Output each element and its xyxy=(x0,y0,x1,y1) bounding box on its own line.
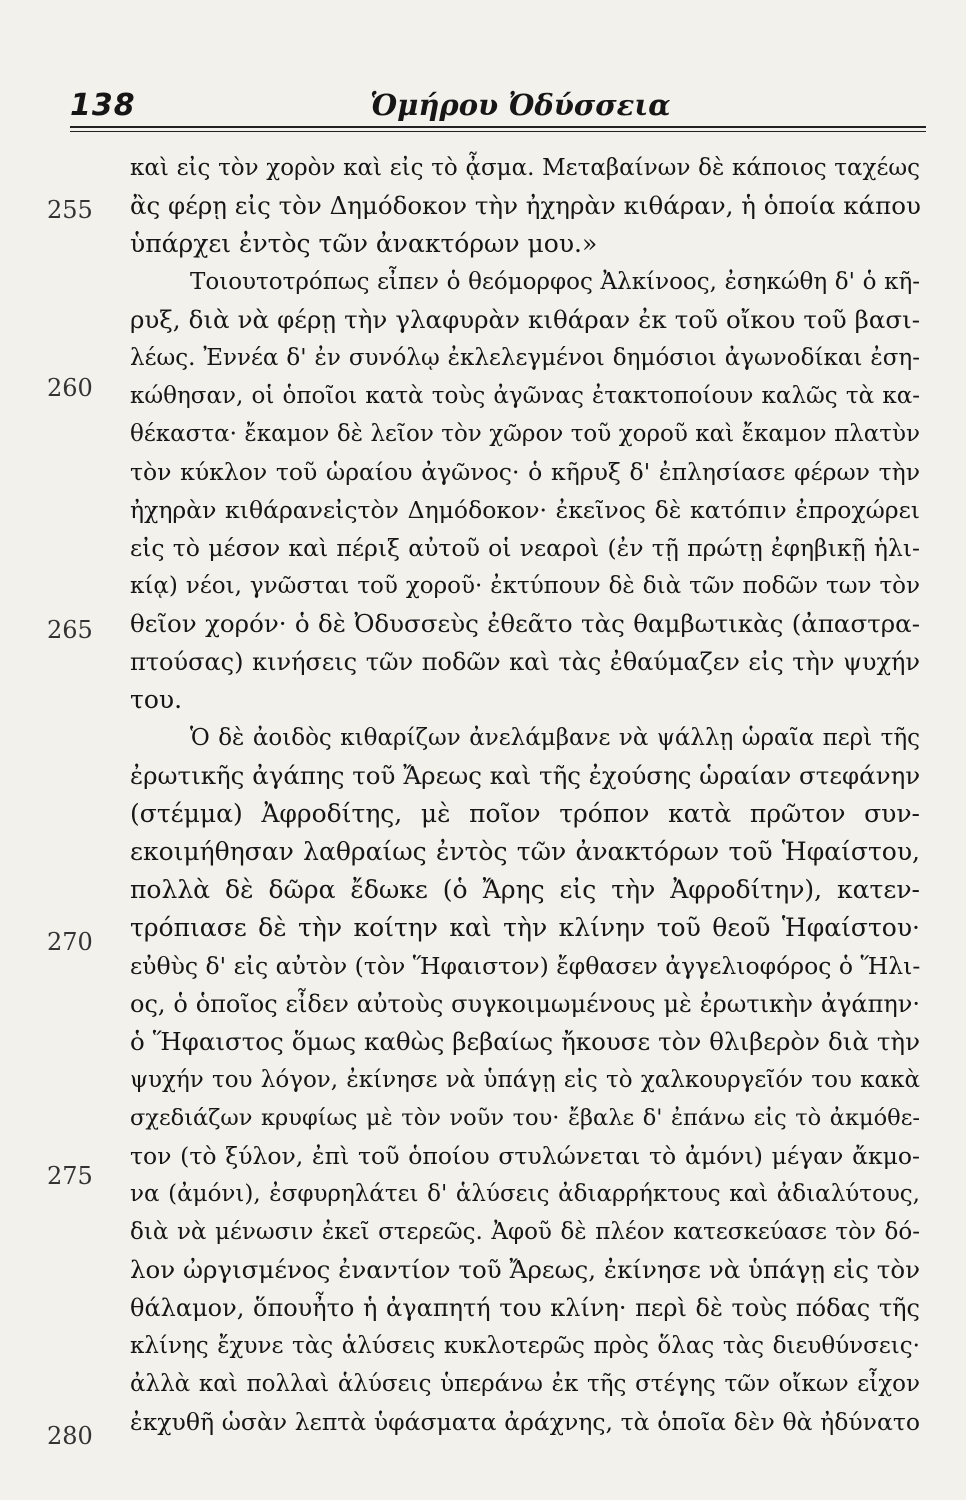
text-line: ὁ Ἥφαιστος ὅμως καθὼς βεβαίως ἤκουσε τὸν θλιβερὸν διὰ τὴν xyxy=(130,1027,920,1056)
text-line: ρυξ, διὰ νὰ φέρῃ τὴν γλαφυρὰν κιθάραν ἐκ τοῦ οἴκου τοῦ βασι- xyxy=(130,305,920,334)
header-rule xyxy=(70,126,926,128)
page-number: 138 xyxy=(70,88,136,123)
header-rule-thin xyxy=(70,131,926,132)
text-line: λέως. Ἐννέα δ' ἐν συνόλῳ ἐκλελεγμένοι δημόσιοι ἀγωνοδίκαι ἐση- xyxy=(130,345,920,371)
text-line: θέκαστα· ἔκαμον δὲ λεῖον τὸν χῶρον τοῦ χοροῦ καὶ ἔκαμον πλατὺν xyxy=(130,421,920,447)
line-number: 270 xyxy=(47,928,93,956)
text-line: τον (τὸ ξύλον, ἐπὶ τοῦ ὁποίου στυλώνεται τὸ ἀμόνι) μέγαν ἄκμο- xyxy=(130,1142,920,1170)
text-line: καὶ εἰς τὸν χορὸν καὶ εἰς τὸ ᾆσμα. Μεταβαίνων δὲ κάποιος ταχέως xyxy=(130,155,920,181)
running-title: Ὁμήρου Ὀδύσσεια xyxy=(370,88,671,122)
text-line: (στέμμα) Ἀφροδίτης, μὲ ποῖον τρόπον κατὰ πρῶτον συν- xyxy=(130,799,920,828)
text-line: τρόπιασε δὲ τὴν κοίτην καὶ τὴν κλίνην τοῦ θεοῦ Ἡφαίστου· xyxy=(130,913,920,942)
text-line: εκοιμήθησαν λαθραίως ἐντὸς τῶν ἀνακτόρων τοῦ Ἡφαίστου, xyxy=(130,837,920,866)
text-line: τὸν κύκλον τοῦ ὡραίου ἀγῶνος· ὁ κῆρυξ δ' ἐπλησίασε φέρων τὴν xyxy=(130,458,920,486)
text-line: θάλαμον, ὅπουἦτο ἡ ἀγαπητή του κλίνη· περὶ δὲ τοὺς πόδας τῆς xyxy=(130,1294,920,1322)
line-number: 280 xyxy=(47,1422,93,1450)
text-line: εὐθὺς δ' εἰς αὐτὸν (τὸν Ἥφαιστον) ἔφθασεν ἀγγελιοφόρος ὁ Ἥλι- xyxy=(130,952,921,980)
text-line: ἂς φέρῃ εἰς τὸν Δημόδοκον τὴν ἠχηρὰν κιθάραν, ἡ ὁποία κάπου xyxy=(130,191,921,220)
line-number: 260 xyxy=(47,374,93,402)
text-line: εἰς τὸ μέσον καὶ πέριξ αὐτοῦ οἱ νεαροὶ (ἐν τῇ πρώτῃ ἐφηβικῇ ἡλι- xyxy=(130,534,920,562)
text-line: κλίνης ἔχυνε τὰς ἁλύσεις κυκλοτερῶς πρὸς ὅλας τὰς διευθύνσεις· xyxy=(130,1333,920,1359)
text-line: θεῖον χορόν· ὁ δὲ Ὀδυσσεὺς ἐθεᾶτο τὰς θαμβωτικὰς (ἀπαστρα- xyxy=(130,609,920,638)
text-line: λον ὠργισμένος ἐναντίον τοῦ Ἄρεως, ἐκίνησε νὰ ὑπάγῃ εἰς τὸν xyxy=(130,1255,920,1284)
text-line: να (ἀμόνι), ἐσφυρηλάτει δ' ἁλύσεις ἀδιαρρήκτους καὶ ἀδιαλύτους, xyxy=(130,1181,920,1207)
text-line: διὰ νὰ μένωσιν ἐκεῖ στερεῶς. Ἀφοῦ δὲ πλέον κατεσκεύασε τὸν δό- xyxy=(130,1219,920,1245)
text-line: Τοιουτοτρόπως εἶπεν ὁ θεόμορφος Ἀλκίνοος, ἐσηκώθη δ' ὁ κῆ- xyxy=(190,269,920,295)
text-line: κίᾳ) νέοι, γνῶσται τοῦ χοροῦ· ἐκτύπουν δὲ διὰ τῶν ποδῶν των τὸν xyxy=(130,573,920,599)
text-line: ψυχήν του λόγον, ἐκίνησε νὰ ὑπάγῃ εἰς τὸ χαλκουργεῖόν του κακὰ xyxy=(130,1067,920,1093)
page-header xyxy=(70,88,920,128)
line-number: 255 xyxy=(47,196,93,224)
text-line: πολλὰ δὲ δῶρα ἔδωκε (ὁ Ἄρης εἰς τὴν Ἀφροδίτην), κατεν- xyxy=(130,875,920,904)
text-line: ἀλλὰ καὶ πολλαὶ ἁλύσεις ὑπεράνω ἐκ τῆς στέγης τῶν οἴκων εἶχον xyxy=(130,1371,920,1397)
text-line: ὑπάρχει ἐντὸς τῶν ἀνακτόρων μου.» xyxy=(130,229,598,258)
line-number: 275 xyxy=(47,1162,93,1190)
text-line: ος, ὁ ὁποῖος εἶδεν αὐτοὺς συγκοιμωμένους μὲ ἐρωτικὴν ἀγάπην· xyxy=(130,990,920,1018)
line-number: 265 xyxy=(47,616,93,644)
text-line: Ὁ δὲ ἀοιδὸς κιθαρίζων ἀνελάμβανε νὰ ψάλλῃ ὡραῖα περὶ τῆς xyxy=(190,725,920,751)
text-line: ἠχηρὰν κιθάρανεἰςτὸν Δημόδοκον· ἐκεῖνος δὲ κατόπιν ἐπροχώρει xyxy=(130,496,920,524)
text-line: ἐκχυθῆ ὡσὰν λεπτὰ ὑφάσματα ἀράχνης, τὰ ὁποῖα δὲν θὰ ἠδύνατο xyxy=(130,1408,920,1436)
text-line: ἐρωτικῆς ἀγάπης τοῦ Ἄρεως καὶ τῆς ἐχούσης ὡραίαν στεφάνην xyxy=(130,761,921,790)
text-line: του. xyxy=(130,685,183,714)
text-line: πτούσας) κινήσεις τῶν ποδῶν καὶ τὰς ἐθαύμαζεν εἰς τὴν ψυχήν xyxy=(130,648,920,676)
text-line: κώθησαν, οἱ ὁποῖοι κατὰ τοὺς ἀγῶνας ἐτακτοποίουν καλῶς τὰ κα- xyxy=(130,383,920,409)
text-line: σχεδιάζων κρυφίως μὲ τὸν νοῦν του· ἔβαλε δ' ἐπάνω εἰς τὸ ἀκμόθε- xyxy=(130,1105,920,1131)
